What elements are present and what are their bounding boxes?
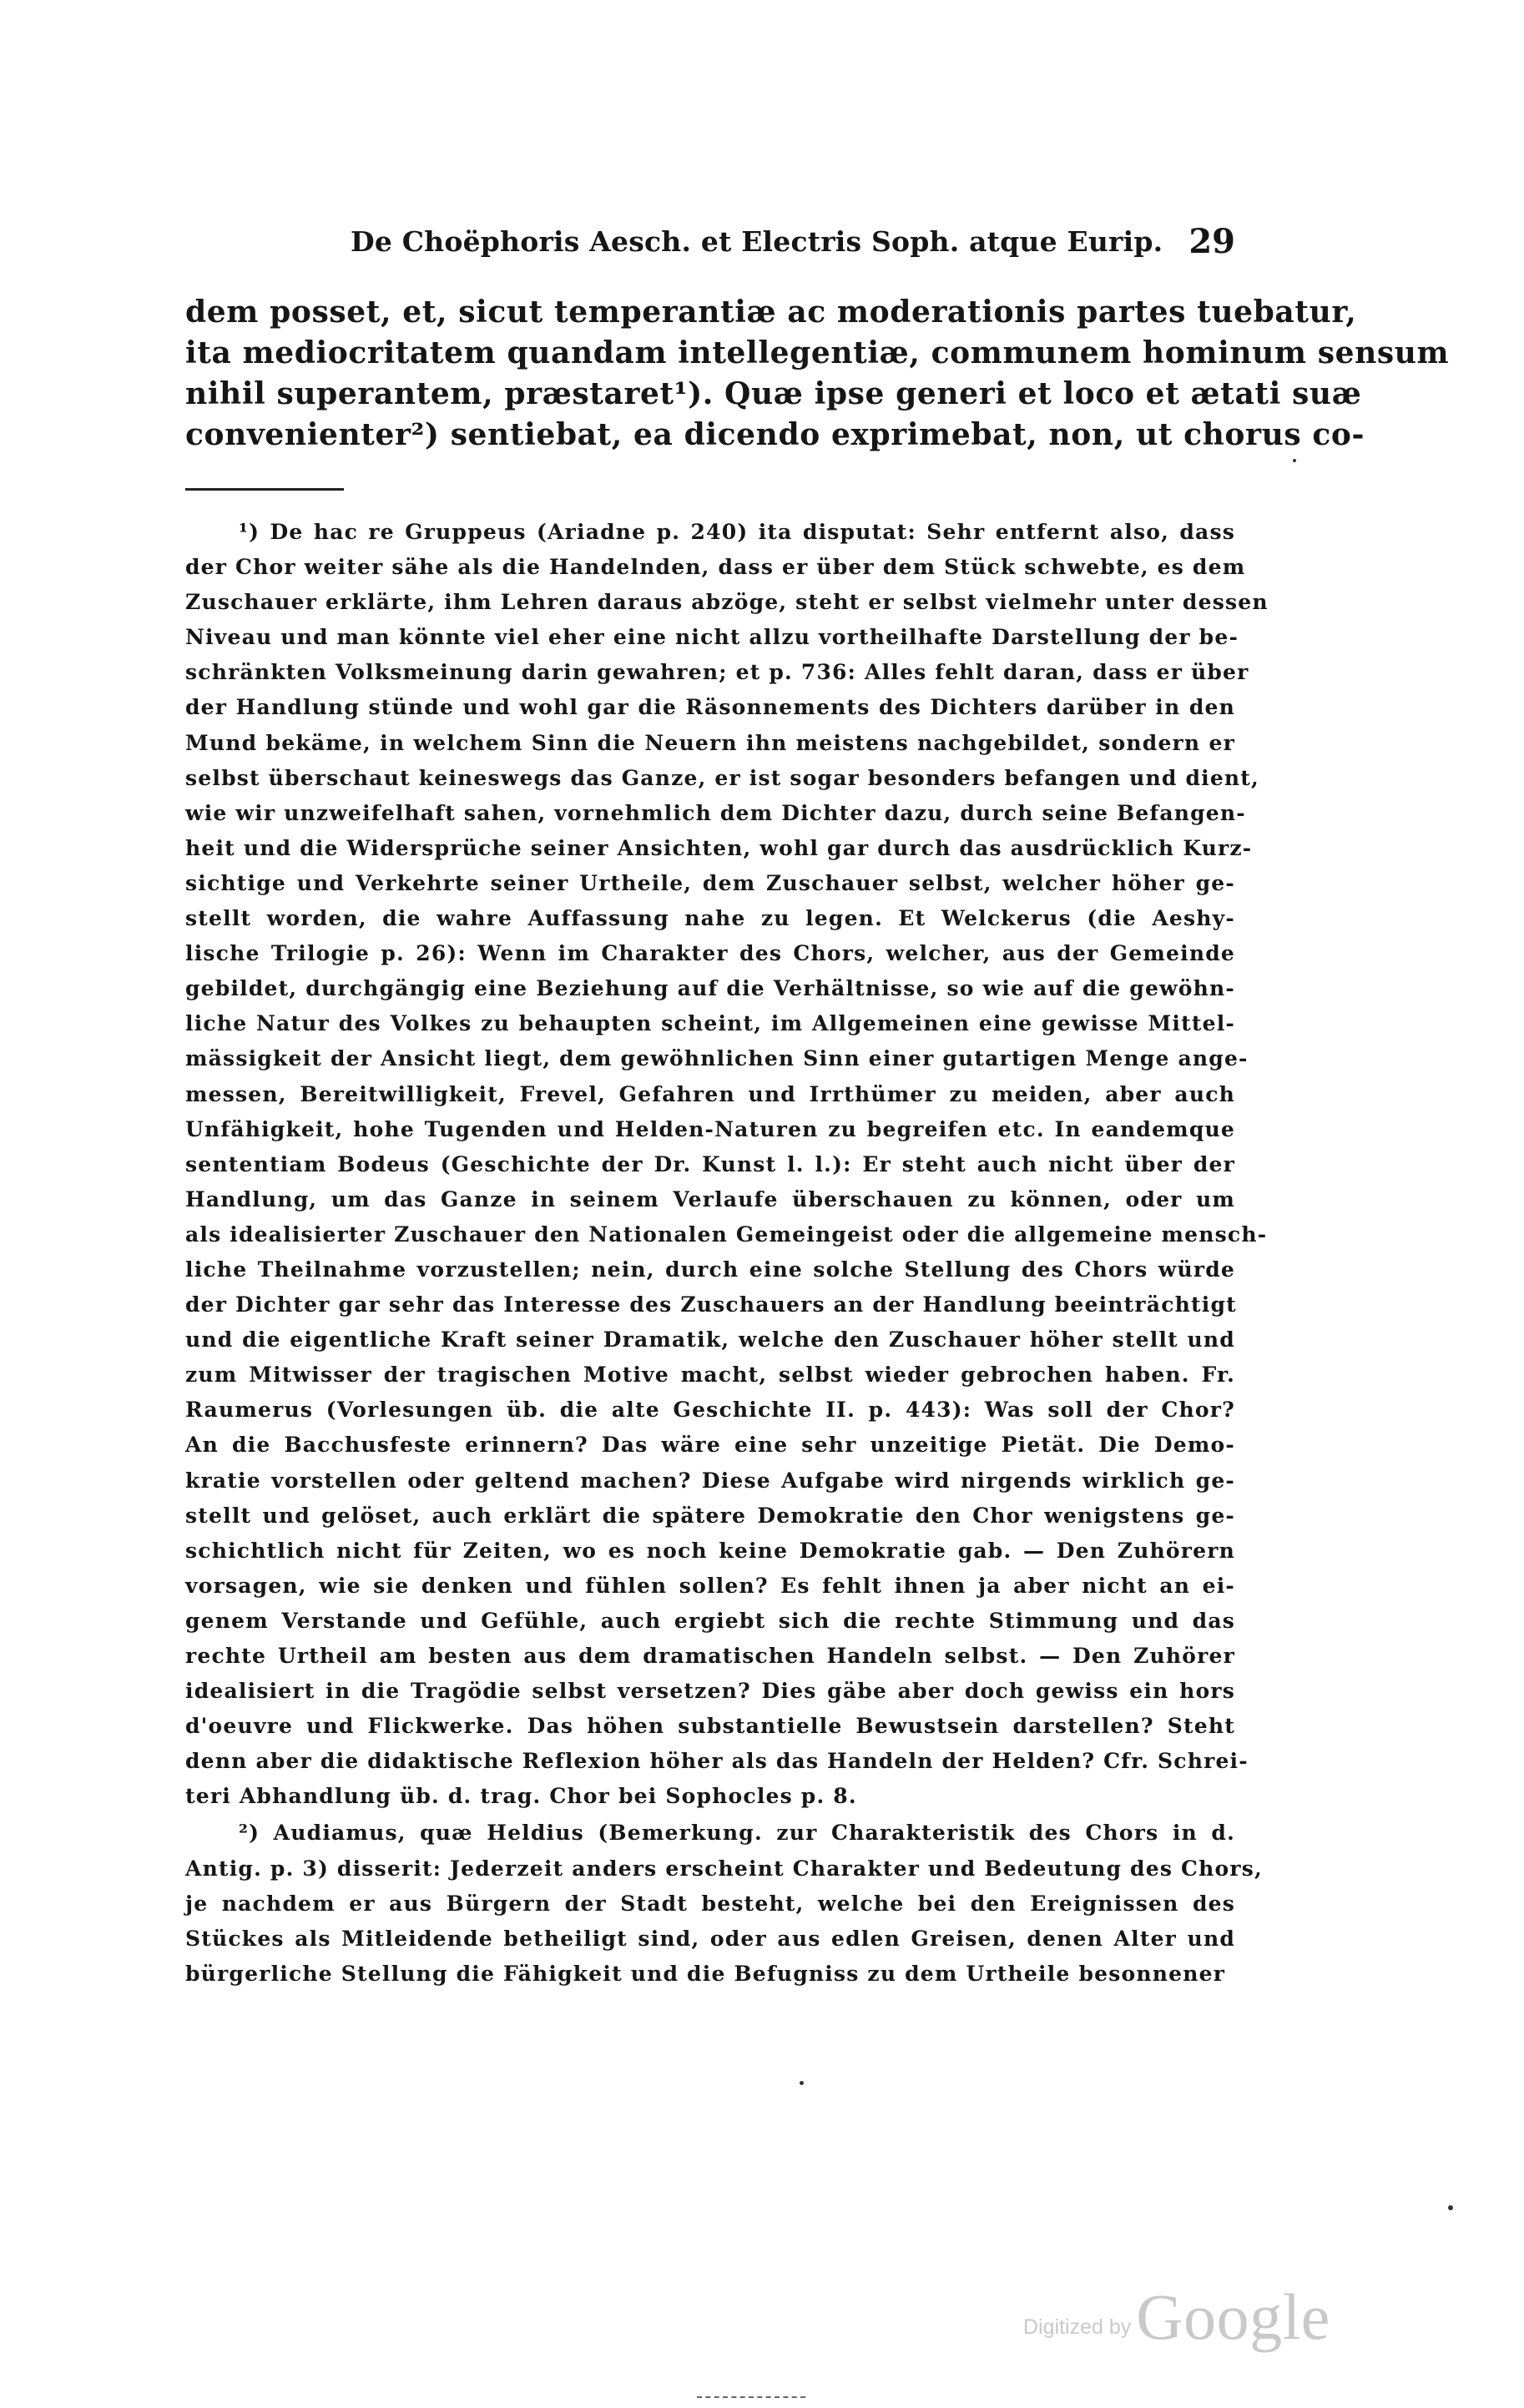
watermark-digitized-by: Digitized by xyxy=(1023,2315,1132,2339)
running-head: De Choëphoris Aesch. et Electris Soph. atque Eurip. xyxy=(351,225,1163,258)
footnote-line: liche Theilnahme vorzustellen; nein, durch eine solche Stellung des Chors würde xyxy=(185,1257,1235,1282)
footnote-line: ²) Audiamus, quæ Heldius (Bemerkung. zur Charakteristik des Chors in d. xyxy=(239,1821,1235,1846)
footnote-line: liche Natur des Volkes zu behaupten scheint, im Allgemeinen eine gewisse Mittel- xyxy=(185,1011,1235,1036)
scan-speck xyxy=(800,2081,804,2085)
body-line: ita mediocritatem quandam intellegentiæ, communem hominum sensum xyxy=(185,335,1450,370)
footnote-line: stellt worden, die wahre Auffassung nahe zu legen. Et Welckerus (die Aeshy- xyxy=(185,906,1235,931)
body-line: nihil superantem, præstaret¹). Quæ ipse generi et loco et ætati suæ xyxy=(185,376,1362,411)
footnote-line: messen, Bereitwilligkeit, Frevel, Gefahren und Irrthümer zu meiden, aber auch xyxy=(185,1081,1235,1106)
footnote-line: je nachdem er aus Bürgern der Stadt besteht, welche bei den Ereignissen des xyxy=(185,1891,1235,1916)
footnote-line: heit und die Widersprüche seiner Ansichten, wohl gar durch das ausdrücklich Kurz- xyxy=(185,835,1253,860)
scan-speck xyxy=(1293,459,1296,462)
page-number: 29 xyxy=(1188,222,1235,261)
footnote-line: stellt und gelöset, auch erklärt die spätere Demokratie den Chor wenigstens ge- xyxy=(185,1503,1235,1528)
footnote-line: gebildet, durchgängig eine Beziehung auf die Verhältnisse, so wie auf die gewöhn- xyxy=(185,976,1235,1001)
scan-speck xyxy=(1448,2205,1453,2210)
main-text xyxy=(185,292,1450,456)
footnote-line: teri Abhandlung üb. d. trag. Chor bei Sophocles p. 8. xyxy=(185,1784,857,1809)
footnote-line: lische Trilogie p. 26): Wenn im Charakter des Chors, welcher, aus der Gemeinde xyxy=(185,941,1235,966)
footnote-line: bürgerliche Stellung die Fähigkeit und die Befugniss zu dem Urtheile besonnener xyxy=(185,1961,1226,1986)
footnote-line: vorsagen, wie sie denken und fühlen sollen? Es fehlt ihnen ja aber nicht an ei- xyxy=(185,1573,1235,1598)
footnote-line: Unfähigkeit, hohe Tugenden und Helden-Naturen zu begreifen etc. In eandemque xyxy=(185,1116,1235,1141)
scan-edge-mark xyxy=(697,2396,805,2398)
footnote-line: Zuschauer erklärte, ihm Lehren daraus abzöge, steht er selbst vielmehr unter dessen xyxy=(185,590,1269,615)
footnote-line: sichtige und Verkehrte seiner Urtheile, dem Zuschauer selbst, welcher höher ge- xyxy=(185,870,1235,895)
footnote-line: ¹) De hac re Gruppeus (Ariadne p. 240) ita disputat: Sehr entfernt also, dass xyxy=(239,520,1235,544)
footnote-line: schichtlich nicht für Zeiten, wo es noch keine Demokratie gab. — Den Zuhörern xyxy=(185,1538,1235,1563)
footnotes xyxy=(185,515,1269,1992)
footnote-line: Raumerus (Vorlesungen üb. die alte Geschichte II. p. 443): Was soll der Chor? xyxy=(185,1398,1235,1423)
footnote-line: zum Mitwisser der tragischen Motive macht, selbst wieder gebrochen haben. Fr. xyxy=(185,1363,1235,1388)
footnote-line: denn aber die didaktische Reflexion höher als das Handeln der Helden? Cfr. Schrei- xyxy=(185,1749,1249,1774)
footnote-line: Handlung, um das Ganze in seinem Verlaufe überschauen zu können, oder um xyxy=(185,1186,1235,1212)
body-line: convenienter²) sentiebat, ea dicendo exprimebat, non, ut chorus co- xyxy=(185,417,1365,452)
footnote-line: Mund bekäme, in welchem Sinn die Neuern ihn meistens nachgebildet, sondern er xyxy=(185,730,1235,755)
watermark-google-logo: Google xyxy=(1136,2280,1330,2353)
footnote-line: der Chor weiter sähe als die Handelnden, dass er über dem Stück schwebte, es dem xyxy=(185,555,1246,580)
footnote-line: idealisiert in die Tragödie selbst versetzen? Dies gäbe aber doch gewiss ein hors xyxy=(185,1679,1235,1704)
footnote-line: genem Verstande und Gefühle, auch ergiebt sich die rechte Stimmung und das xyxy=(185,1608,1235,1633)
page-header xyxy=(351,222,1235,272)
footnote-line: An die Bacchusfeste erinnern? Das wäre eine sehr unzeitige Pietät. Die Demo- xyxy=(185,1433,1235,1458)
footnote-line: der Dichter gar sehr das Interesse des Zuschauers an der Handlung beeinträchtigt xyxy=(185,1292,1237,1317)
footnote-line: wie wir unzweifelhaft sahen, vornehmlich dem Dichter dazu, durch seine Befangen- xyxy=(185,800,1246,825)
footnote-line: und die eigentliche Kraft seiner Dramatik, welche den Zuschauer höher stellt und xyxy=(185,1327,1235,1353)
body-line: dem posset, et, sicut temperantiæ ac moderationis partes tuebatur, xyxy=(185,295,1357,330)
footnote-line: als idealisierter Zuschauer den Nationalen Gemeingeist oder die allgemeine mensch- xyxy=(185,1222,1268,1247)
footnote-separator-rule xyxy=(185,488,344,491)
footnote-line: rechte Urtheil am besten aus dem dramatischen Handeln selbst. — Den Zuhörer xyxy=(185,1644,1235,1668)
footnote-line: der Handlung stünde und wohl gar die Räsonnements des Dichters darüber in den xyxy=(185,695,1235,720)
digitized-by-google-watermark xyxy=(1023,2280,1330,2355)
footnote-1 xyxy=(185,515,1269,1814)
footnote-line: d'oeuvre und Flickwerke. Das höhen substantielle Bewustsein darstellen? Steht xyxy=(185,1714,1235,1739)
footnote-line: mässigkeit der Ansicht liegt, dem gewöhnlichen Sinn einer gutartigen Menge ange- xyxy=(185,1046,1249,1071)
footnote-line: Stückes als Mitleidende betheiligt sind, oder aus edlen Greisen, denen Alter und xyxy=(185,1926,1235,1951)
footnote-line: Niveau und man könnte viel eher eine nicht allzu vortheilhafte Darstellung der be- xyxy=(185,625,1239,650)
footnote-line: sententiam Bodeus (Geschichte der Dr. Kunst l. l.): Er steht auch nicht über der xyxy=(185,1151,1235,1176)
footnote-line: Antig. p. 3) disserit: Jederzeit anders erscheint Charakter und Bedeutung des Chors, xyxy=(185,1856,1263,1881)
footnote-line: kratie vorstellen oder geltend machen? Diese Aufgabe wird nirgends wirklich ge- xyxy=(185,1468,1235,1493)
footnote-line: selbst überschaut keineswegs das Ganze, er ist sogar besonders befangen und dient, xyxy=(185,765,1259,790)
footnote-line: schränkten Volksmeinung darin gewahren; et p. 736: Alles fehlt daran, dass er über xyxy=(185,660,1249,685)
footnote-2 xyxy=(185,1816,1263,1991)
